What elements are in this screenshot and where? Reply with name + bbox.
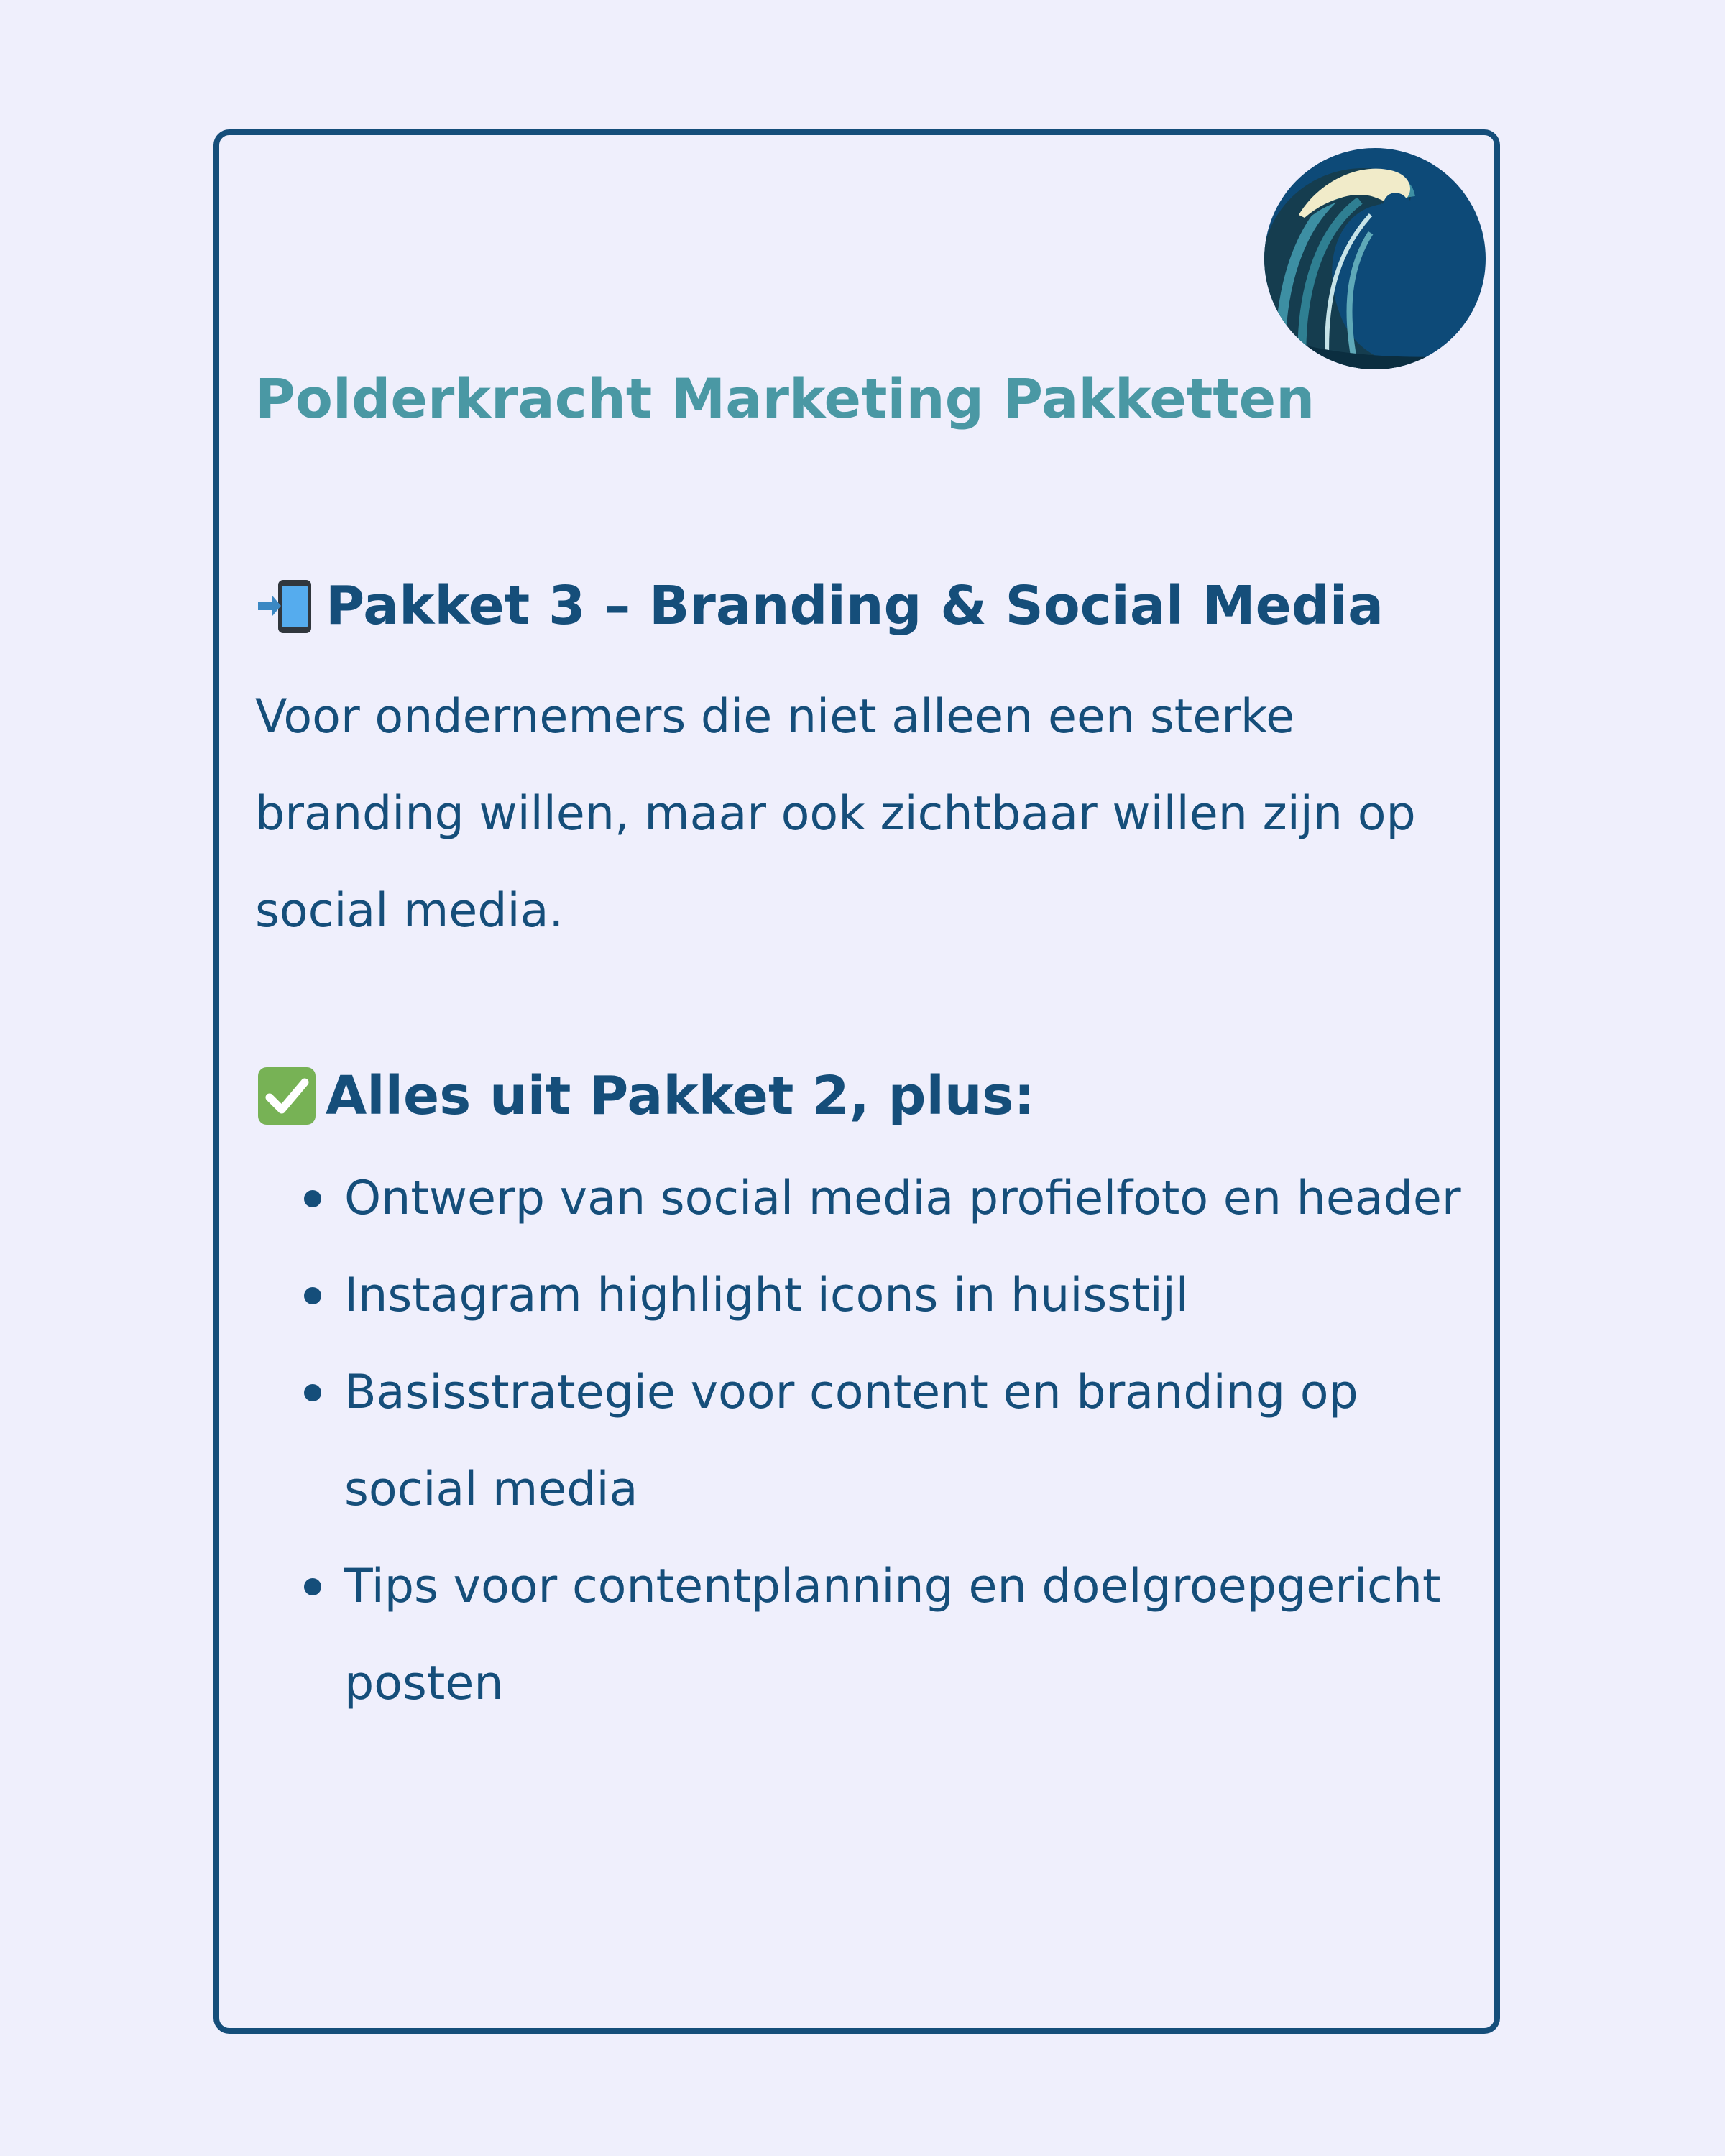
includes-heading-text: Alles uit Pakket 2, plus: xyxy=(326,1065,1036,1127)
bullet-icon xyxy=(304,1287,321,1304)
list-item xyxy=(255,1538,1491,1732)
list-item-text: Basisstrategie voor content en branding op social media xyxy=(344,1365,1358,1516)
list-item-text: Tips voor contentplanning en doelgroepgericht posten xyxy=(344,1560,1441,1710)
package-title: Pakket 3 – Branding & Social Media xyxy=(326,575,1384,637)
list-item xyxy=(255,1344,1491,1538)
list-item xyxy=(255,1150,1491,1247)
feature-list xyxy=(255,1150,1491,1732)
mobile-arrow-icon xyxy=(255,574,318,637)
list-item-text: Ontwerp van social media profielfoto en header xyxy=(344,1171,1461,1225)
includes-heading xyxy=(255,1060,1035,1132)
check-mark-icon xyxy=(255,1064,318,1128)
bullet-icon xyxy=(304,1384,321,1401)
package-heading xyxy=(255,570,1384,642)
list-item xyxy=(255,1247,1491,1344)
package-description: Voor ondernemers die niet alleen een sterke branding willen, maar ook zichtbaar willen zijn op social media. xyxy=(255,690,1416,938)
bullet-icon xyxy=(304,1578,321,1595)
bullet-icon xyxy=(304,1190,321,1207)
list-item-text: Instagram highlight icons in huisstijl xyxy=(344,1268,1189,1322)
brand-title: Polderkracht Marketing Pakketten xyxy=(255,367,1315,430)
wave-logo-icon xyxy=(1263,147,1487,371)
